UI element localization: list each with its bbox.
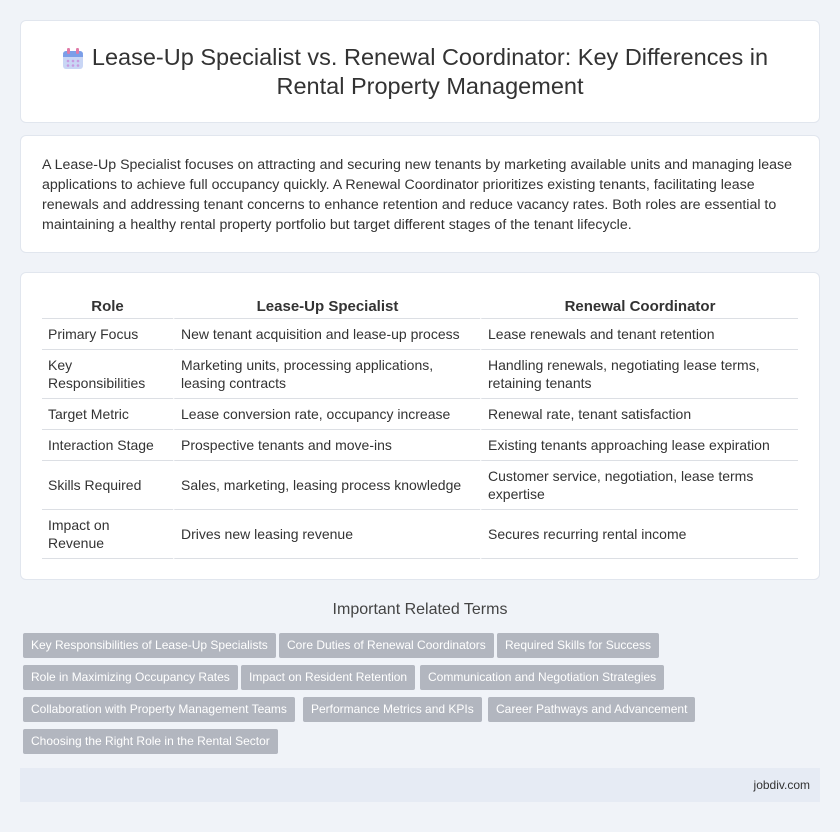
table-cell: Interaction Stage bbox=[42, 430, 173, 461]
summary-text: A Lease-Up Specialist focuses on attracting and securing new tenants by marketing available units and managing lease applications to achieve full occupancy quickly. A Renewal Coordinator prioritizes existing tenants, facilitating lease renewals and addressing tenant concerns to enhance retention and reduce vacancy rates. Both roles are essential to maintaining a healthy rental property portfolio but target different stages of the tenant lifecycle. bbox=[42, 157, 793, 233]
table-cell: Lease renewals and tenant retention bbox=[480, 319, 798, 350]
table-header: Renewal Coordinator bbox=[480, 295, 798, 319]
term-tag[interactable]: Key Responsibilities of Lease-Up Specialists bbox=[23, 633, 276, 658]
table-row bbox=[42, 430, 798, 461]
table-cell: Skills Required bbox=[42, 461, 173, 510]
table-row bbox=[42, 461, 798, 510]
term-tag[interactable]: Impact on Resident Retention bbox=[241, 665, 415, 690]
term-tag[interactable]: Collaboration with Property Management Teams bbox=[23, 697, 295, 722]
table-cell: Impact on Revenue bbox=[42, 510, 173, 559]
table-cell: Handling renewals, negotiating lease terms, retaining tenants bbox=[480, 350, 798, 399]
table-row bbox=[42, 510, 798, 559]
table-cell: Lease conversion rate, occupancy increase bbox=[173, 399, 480, 430]
header-card bbox=[20, 20, 820, 123]
table-cell: Secures recurring rental income bbox=[480, 510, 798, 559]
term-tag[interactable]: Communication and Negotiation Strategies bbox=[420, 665, 664, 690]
comparison-table bbox=[42, 295, 798, 559]
table-cell: Target Metric bbox=[42, 399, 173, 430]
table-cell: Existing tenants approaching lease expiration bbox=[480, 430, 798, 461]
term-tag[interactable]: Choosing the Right Role in the Rental Sector bbox=[23, 729, 278, 754]
term-tag[interactable]: Career Pathways and Advancement bbox=[488, 697, 695, 722]
related-terms-heading: Important Related Terms bbox=[332, 601, 508, 618]
summary-card bbox=[20, 135, 820, 253]
table-header: Role bbox=[42, 295, 173, 319]
term-tag[interactable]: Performance Metrics and KPIs bbox=[303, 697, 482, 722]
page-title: Lease-Up Specialist vs. Renewal Coordinator: Key Differences in Rental Property Management bbox=[91, 44, 769, 99]
table-cell: Marketing units, processing applications, leasing contracts bbox=[173, 350, 480, 399]
table-cell: Sales, marketing, leasing process knowledge bbox=[173, 461, 480, 510]
term-tag[interactable]: Required Skills for Success bbox=[497, 633, 659, 658]
table-cell: Key Responsibilities bbox=[42, 350, 173, 399]
comparison-card bbox=[20, 272, 820, 580]
table-cell: Primary Focus bbox=[42, 319, 173, 350]
table-cell: Customer service, negotiation, lease terms expertise bbox=[480, 461, 798, 510]
table-header: Lease-Up Specialist bbox=[173, 295, 480, 319]
table-row bbox=[42, 399, 798, 430]
table-cell: Renewal rate, tenant satisfaction bbox=[480, 399, 798, 430]
footer bbox=[20, 768, 820, 802]
table-row bbox=[42, 350, 798, 399]
table-cell: Drives new leasing revenue bbox=[173, 510, 480, 559]
table-row bbox=[42, 319, 798, 350]
table-cell: New tenant acquisition and lease-up process bbox=[173, 319, 480, 350]
table-cell: Prospective tenants and move-ins bbox=[173, 430, 480, 461]
table-header-row bbox=[42, 295, 798, 319]
footer-site-link[interactable]: jobdiv.com bbox=[753, 778, 810, 792]
term-tag[interactable]: Role in Maximizing Occupancy Rates bbox=[23, 665, 238, 690]
term-tag[interactable]: Core Duties of Renewal Coordinators bbox=[279, 633, 494, 658]
